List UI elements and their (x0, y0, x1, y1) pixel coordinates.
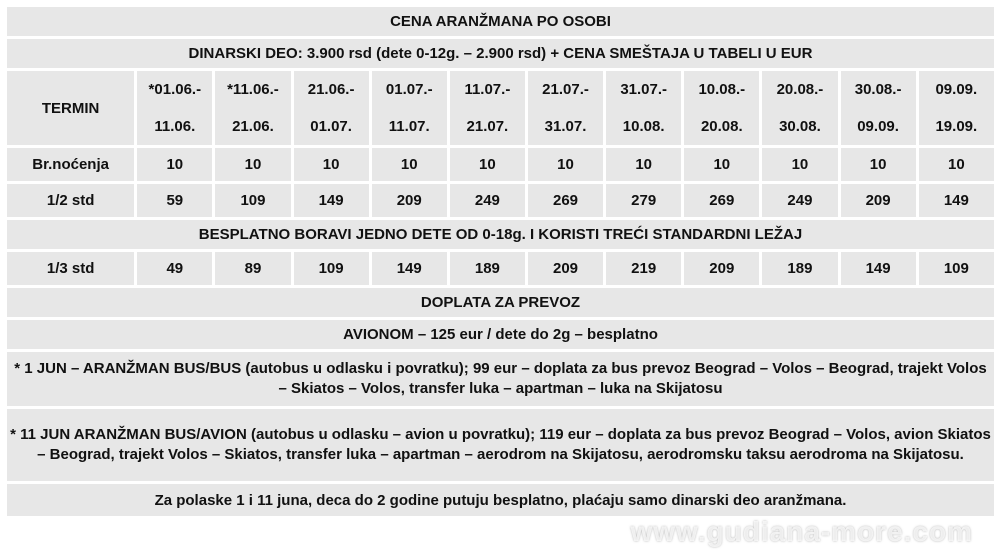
term-cell: 21.07.- 31.07. (528, 71, 603, 145)
half-std-price: 279 (606, 184, 681, 217)
plane-price-line: AVIONOM – 125 eur / dete do 2g – besplatno (7, 320, 994, 349)
bus-plane-price: 119 eur (539, 426, 592, 443)
transport-surcharge-title: DOPLATA ZA PREVOZ (7, 288, 994, 317)
half-std-price: 209 (841, 184, 916, 217)
half-std-price: 59 (137, 184, 212, 217)
third-std-price: 49 (137, 252, 212, 285)
term-cell: 09.09. 19.09. (919, 71, 994, 145)
term-cell: 01.07.- 11.07. (372, 71, 447, 145)
final-note: Za polaske 1 i 11 juna, deca do 2 godine putuju besplatno, plaćaju samo dinarski deo aranžmana. (7, 484, 994, 516)
term-cell: 20.08.- 30.08. (762, 71, 837, 145)
term-cell: 31.07.- 10.08. (606, 71, 681, 145)
bus-bus-lead: * 1 JUN – ARANŽMAN BUS/BUS (14, 360, 242, 377)
watermark: www.gudiana-more.com (630, 516, 973, 547)
termin-label: TERMIN (7, 71, 134, 145)
nights-cell: 10 (606, 148, 681, 181)
nights-cell: 10 (137, 148, 212, 181)
nights-cell: 10 (762, 148, 837, 181)
half-std-price: 249 (450, 184, 525, 217)
third-std-price: 189 (450, 252, 525, 285)
third-std-price: 109 (919, 252, 994, 285)
term-cell: 30.08.- 09.09. (841, 71, 916, 145)
third-std-price: 149 (841, 252, 916, 285)
half-std-price: 269 (528, 184, 603, 217)
term-cell: 21.06.- 01.07. (294, 71, 369, 145)
nights-cell: 10 (841, 148, 916, 181)
free-child-note: BESPLATNO BORAVI JEDNO DETE OD 0-18g. I KORISTI TREĆI STANDARDNI LEŽAJ (7, 220, 994, 249)
term-cell: *01.06.- 11.06. (137, 71, 212, 145)
term-cell: *11.06.- 21.06. (215, 71, 290, 145)
half-std-label: 1/2 std (7, 184, 134, 217)
table-title: CENA ARANŽMANA PO OSOBI (7, 7, 994, 36)
half-std-price: 209 (372, 184, 447, 217)
third-std-price: 109 (294, 252, 369, 285)
nights-cell: 10 (215, 148, 290, 181)
half-std-price: 149 (919, 184, 994, 217)
half-std-price: 149 (294, 184, 369, 217)
third-std-price: 209 (684, 252, 759, 285)
bus-plane-lead: * 11 JUN ARANŽMAN BUS/AVION (10, 426, 247, 443)
half-std-price: 269 (684, 184, 759, 217)
nights-label: Br.noćenja (7, 148, 134, 181)
term-cell: 11.07.- 21.07. (450, 71, 525, 145)
half-std-price: 249 (762, 184, 837, 217)
nights-cell: 10 (450, 148, 525, 181)
bus-plane-note: * 11 JUN ARANŽMAN BUS/AVION (autobus u odlasku – avion u povratku); 119 eur – doplata za bus prevoz Beograd – Volos, avion Skiatos – Beograd, trajekt Volos – Skiatos, transfer luka – apartman – aerodrom na Skijatosu, aerodromsku taksu aerodroma na Skijatosu. (7, 409, 994, 481)
bus-bus-price: 99 eur (472, 360, 518, 377)
third-std-price: 149 (372, 252, 447, 285)
third-std-price: 89 (215, 252, 290, 285)
nights-cell: 10 (372, 148, 447, 181)
bus-bus-note: * 1 JUN – ARANŽMAN BUS/BUS (autobus u odlasku i povratku); 99 eur – doplata za bus prevoz Beograd – Volos – Beograd, trajekt Volos – Skiatos – Volos, transfer luka – apartman – luka na Skijatosu (7, 352, 994, 406)
term-cell: 10.08.- 20.08. (684, 71, 759, 145)
third-std-price: 209 (528, 252, 603, 285)
nights-cell: 10 (528, 148, 603, 181)
half-std-price: 109 (215, 184, 290, 217)
nights-cell: 10 (919, 148, 994, 181)
dinar-part-line: DINARSKI DEO: 3.900 rsd (dete 0-12g. – 2.900 rsd) + CENA SMEŠTAJA U TABELI U EUR (7, 39, 994, 68)
nights-cell: 10 (684, 148, 759, 181)
third-std-label: 1/3 std (7, 252, 134, 285)
price-table (4, 4, 997, 519)
price-table-wrapper (4, 4, 997, 554)
nights-cell: 10 (294, 148, 369, 181)
third-std-price: 219 (606, 252, 681, 285)
third-std-price: 189 (762, 252, 837, 285)
